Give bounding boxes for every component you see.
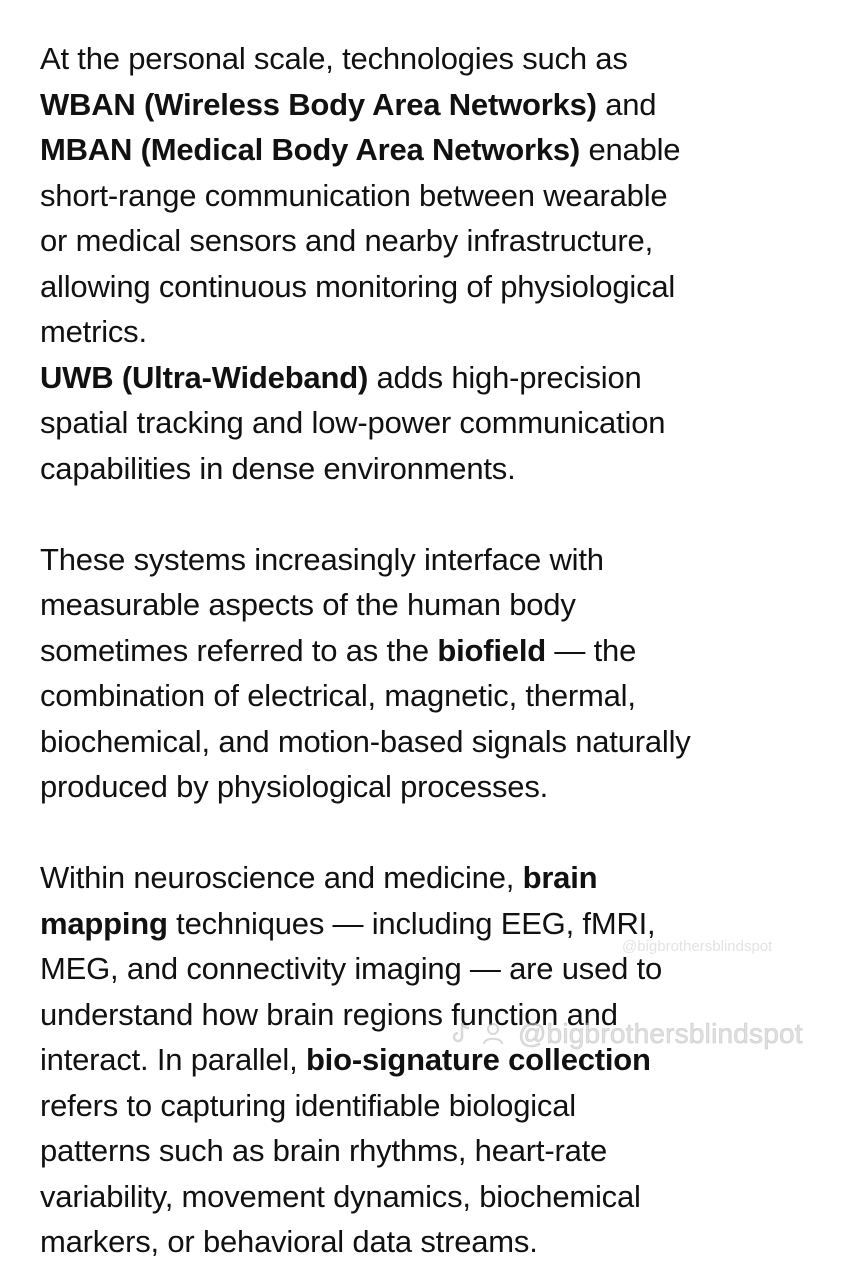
text-span: or medical sensors and nearby infrastructure, [40,223,654,258]
term-brain: brain [522,860,598,895]
watermark [452,1018,803,1050]
text-span: adds high-precision [368,359,642,395]
text-span: allowing continuous monitoring of physiological [40,268,676,304]
text-span: short-range communication between wearable [40,177,668,213]
text-span: enable [580,132,681,167]
paragraph-spacer [40,491,830,537]
text-span: interact. In parallel, [40,1042,306,1077]
paragraph-spacer [40,810,830,856]
text-span: produced by physiological processes. [40,769,549,804]
watermark-handle-small: @bigbrothersblindspot [622,938,773,955]
text-span: MEG, and connectivity imaging — are used to [40,951,663,986]
text-line [40,1174,830,1220]
text-span: capabilities in dense environments. [40,450,516,486]
text-span: markers, or behavioral data streams. [40,1224,538,1259]
text-span: biochemical, and motion-based signals naturally [40,723,691,759]
term-bio-signature-collection: bio-signature collection [305,1042,651,1077]
text-line [40,218,830,264]
text-line [40,309,830,355]
term-mban: MBAN (Medical Body Area Networks) [40,132,581,167]
text-line [40,719,830,765]
text-span: and [596,86,657,122]
watermark-small [622,938,772,955]
text-span: combination of electrical, magnetic, thermal, [40,678,636,713]
text-span: patterns such as brain rhythms, heart-rate [40,1133,608,1168]
text-span: At the personal scale, technologies such as [40,41,628,76]
text-line [40,1219,830,1265]
term-biofield: biofield [437,632,546,668]
text-line [40,855,830,901]
text-span: metrics. [40,314,147,349]
paragraph-personal-scale [40,36,830,491]
text-line [40,1128,830,1174]
text-line [40,628,830,674]
text-line [40,673,830,719]
text-line [40,537,830,583]
text-span: techniques — including EEG, fMRI, [167,905,656,941]
text-line [40,582,830,628]
text-span: refers to capturing identifiable biological [40,1087,576,1123]
text-line [40,355,830,401]
tiktok-logo-icon [452,1020,470,1044]
term-uwb: UWB (Ultra-Wideband) [40,359,369,395]
watermark-handle: @bigbrothersblindspot [517,1018,803,1049]
text-span: Within neuroscience and medicine, [40,860,523,895]
text-line [40,446,830,492]
document-body [40,36,830,1265]
text-line [40,1083,830,1129]
text-line [40,264,830,310]
text-span: spatial tracking and low-power communication [40,405,666,440]
text-span: understand how brain regions function and [40,996,618,1032]
text-line [40,127,830,173]
paragraph-brain-mapping [40,855,830,1265]
text-line [40,400,830,446]
text-line [40,82,830,128]
text-line [40,764,830,810]
text-span: measurable aspects of the human body [40,587,576,622]
user-icon [482,1020,504,1044]
text-span: — the [546,632,637,668]
text-line [40,36,830,82]
term-wban: WBAN (Wireless Body Area Networks) [40,86,597,122]
text-span: variability, movement dynamics, biochemical [40,1178,641,1214]
text-span: sometimes referred to as the [40,632,438,668]
term-mapping: mapping [40,905,168,941]
paragraph-biofield [40,537,830,810]
text-span: These systems increasingly interface with [40,541,604,577]
text-line [40,173,830,219]
